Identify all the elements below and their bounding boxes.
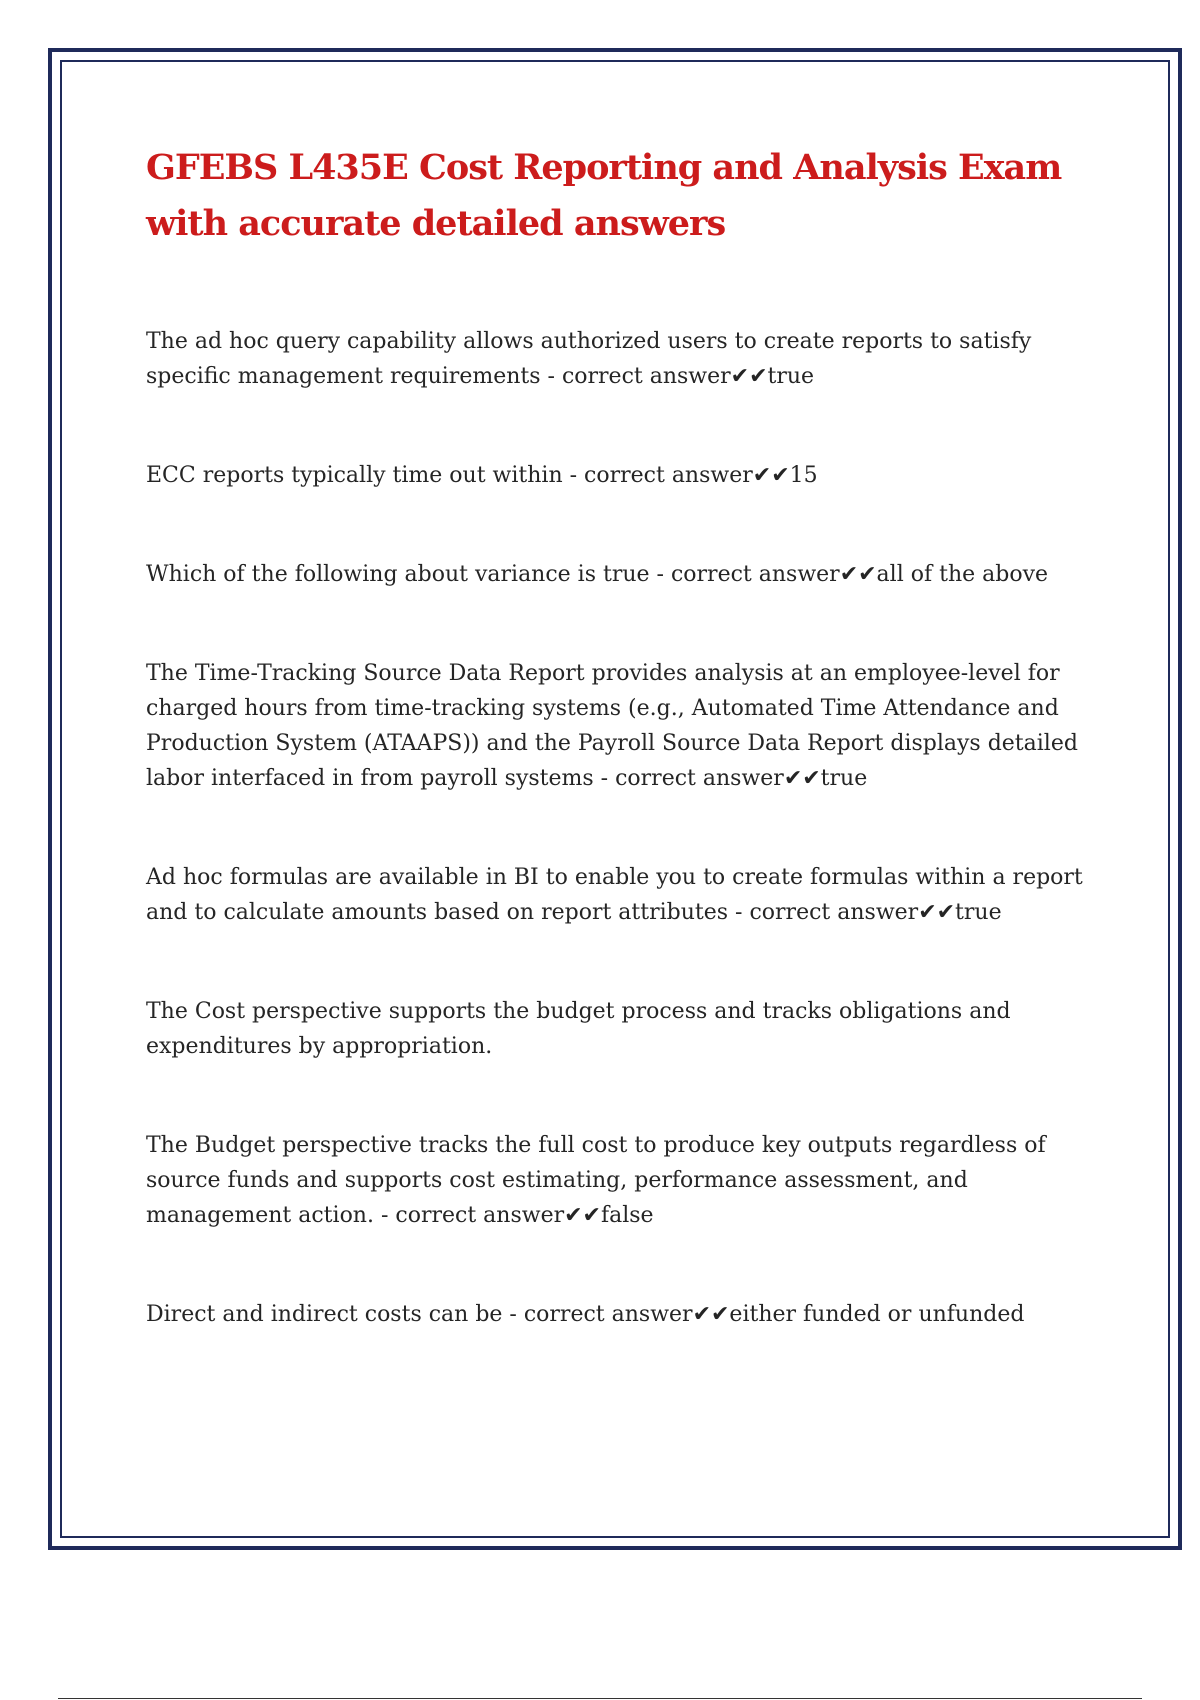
qa-item-6: The Cost perspective supports the budget process and tracks obligations and expenditures by appropriation. — [146, 999, 1011, 1059]
qa-item-8: Direct and indirect costs can be - correct answer✔✔either funded or unfunded — [146, 1302, 1025, 1327]
qa-item-1: The ad hoc query capability allows authorized users to create reports to satisfy specific management requirements - correct answer✔✔true — [146, 329, 1032, 389]
footer-divider — [58, 1698, 1142, 1699]
qa-item-2: ECC reports typically time out within - correct answer✔✔15 — [146, 463, 818, 488]
qa-item-4: The Time-Tracking Source Data Report provides analysis at an employee-level for charged hours from time-tracking systems (e.g., Automated Time Attendance and Production System (ATAAPS)) and the Payroll Source Data Report displays detailed labor interfaced in from payroll systems - correct answer✔✔true — [146, 661, 1078, 791]
qa-item-5: Ad hoc formulas are available in BI to enable you to create formulas within a report and to calculate amounts based on report attributes - correct answer✔✔true — [146, 865, 1083, 925]
document-title: GFEBS L435E Cost Reporting and Analysis Exam with accurate detailed answers — [146, 147, 1062, 244]
document-content — [146, 140, 1086, 1332]
qa-item-7: The Budget perspective tracks the full cost to produce key outputs regardless of source funds and supports cost estimating, performance assessment, and management action. - correct answer✔✔false — [146, 1133, 1046, 1228]
qa-item-3: Which of the following about variance is true - correct answer✔✔all of the above — [146, 562, 1049, 587]
qa-list — [146, 324, 1086, 1332]
